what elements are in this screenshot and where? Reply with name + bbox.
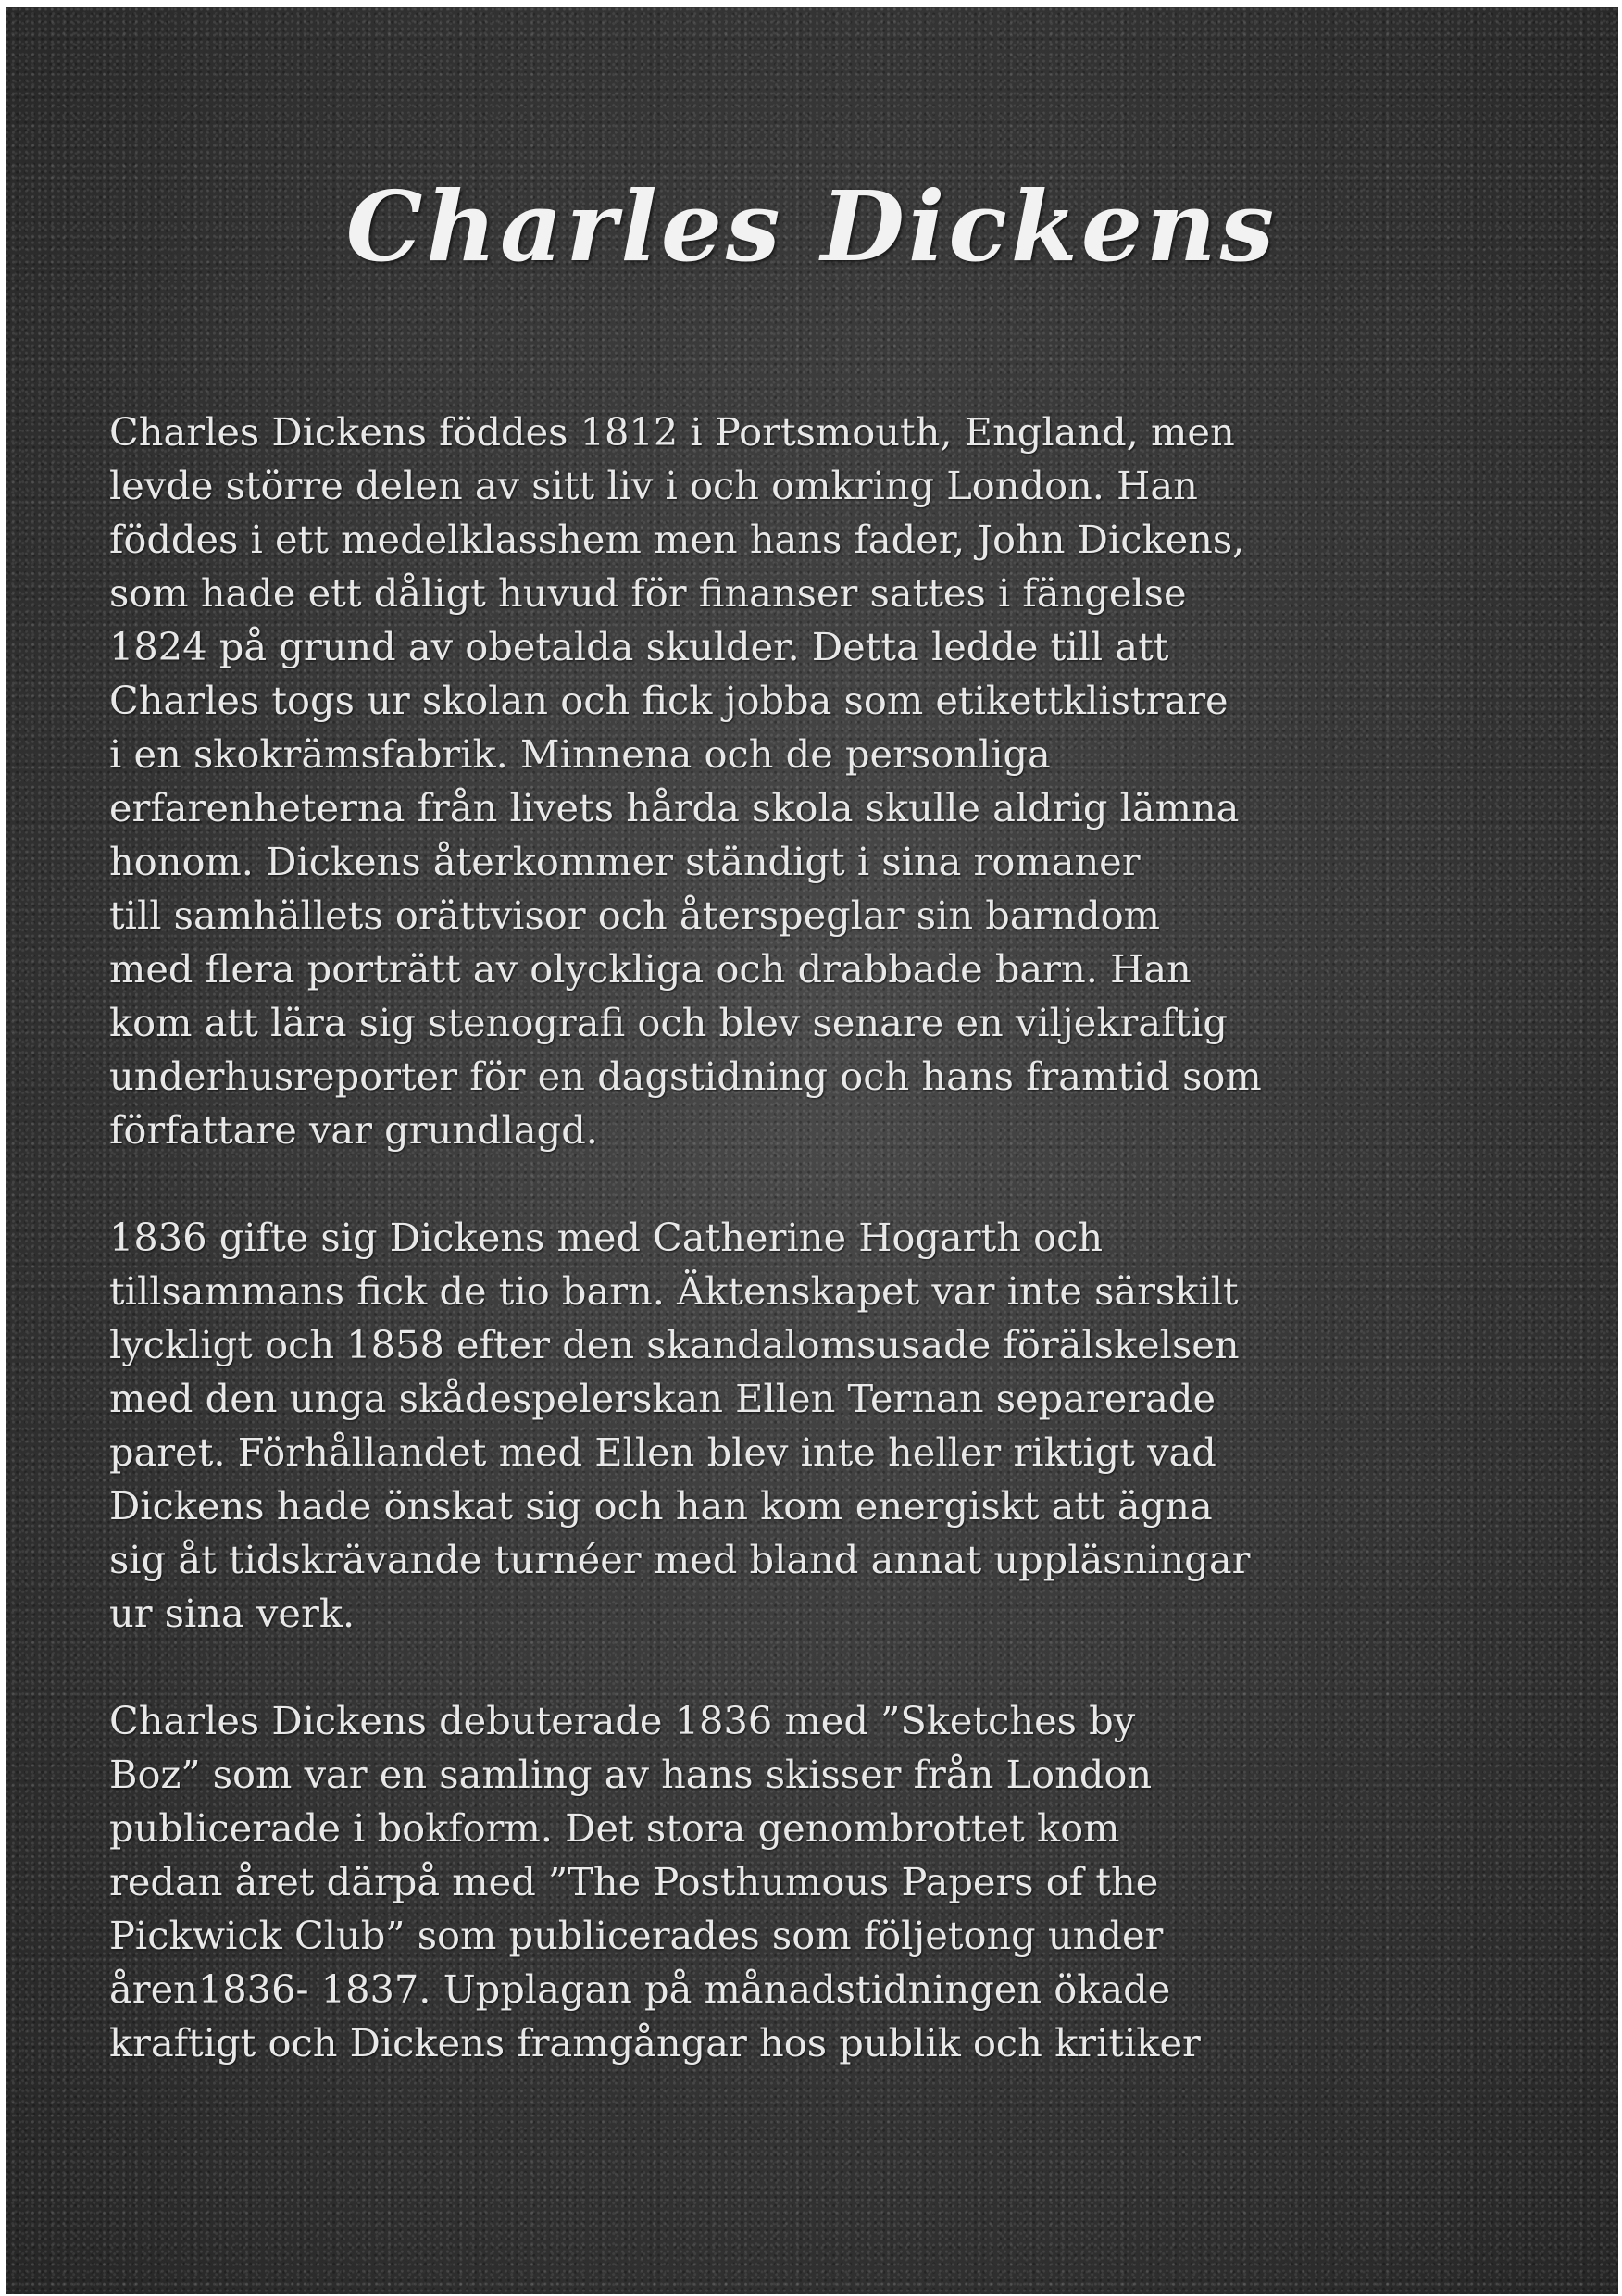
text-line: lyckligt och 1858 efter den skandalomsusade förälskelsen	[109, 1322, 1240, 1367]
page-title: Charles Dickens	[345, 169, 1279, 283]
text-line: levde större delen av sitt liv i och omkring London. Han	[109, 463, 1198, 508]
text-line: till samhällets orättvisor och återspeglar sin barndom	[109, 892, 1161, 938]
paragraph-2	[109, 1211, 1470, 1641]
text-line: Charles Dickens föddes 1812 i Portsmouth, England, men	[109, 409, 1235, 455]
text-line: åren1836- 1837. Upplagan på månadstidningen ökade	[109, 1966, 1171, 2012]
text-line: som hade ett dåligt huvud för finanser sattes i fängelse	[109, 570, 1187, 616]
text-line: sig åt tidskrävande turnéer med bland annat uppläsningar	[109, 1537, 1251, 1582]
text-line: ur sina verk.	[109, 1591, 356, 1636]
text-line: med flera porträtt av olyckliga och drabbade barn. Han	[109, 946, 1192, 992]
text-line: Pickwick Club” som publicerades som följetong under	[109, 1913, 1164, 1958]
body-text	[109, 406, 1470, 2124]
paragraph-3	[109, 1694, 1470, 2070]
text-line: Charles Dickens debuterade 1836 med ”Sketches by	[109, 1698, 1136, 1743]
text-line: kraftigt och Dickens framgångar hos publik och kritiker	[109, 2020, 1201, 2065]
paragraph-1	[109, 406, 1470, 1157]
text-line: paret. Förhållandet med Ellen blev inte heller riktigt vad	[109, 1429, 1216, 1475]
text-line: Dickens hade önskat sig och han kom energiskt att ägna	[109, 1483, 1213, 1529]
text-line: författare var grundlagd.	[109, 1107, 598, 1153]
text-line: i en skokrämsfabrik. Minnena och de personliga	[109, 731, 1051, 777]
text-line: Boz” som var en samling av hans skisser från London	[109, 1752, 1153, 1797]
dark-textured-panel	[6, 7, 1618, 2294]
text-line: erfarenheterna från livets hårda skola skulle aldrig lämna	[109, 785, 1240, 830]
text-line: föddes i ett medelklasshem men hans fader, John Dickens,	[109, 517, 1245, 562]
text-line: 1836 gifte sig Dickens med Catherine Hogarth och	[109, 1215, 1104, 1260]
text-line: honom. Dickens återkommer ständigt i sina romaner	[109, 839, 1141, 884]
text-line: med den unga skådespelerskan Ellen Ternan separerade	[109, 1376, 1216, 1421]
text-line: publicerade i bokform. Det stora genombrottet kom	[109, 1805, 1120, 1851]
text-line: kom att lära sig stenografi och blev senare en viljekraftig	[109, 1000, 1228, 1045]
text-line: Charles togs ur skolan och fick jobba som etikettklistrare	[109, 678, 1229, 723]
text-line: redan året därpå med ”The Posthumous Papers of the	[109, 1859, 1159, 1904]
text-line: tillsammans fick de tio barn. Äktenskapet var inte särskilt	[109, 1268, 1239, 1314]
text-line: underhusreporter för en dagstidning och hans framtid som	[109, 1054, 1262, 1099]
text-line: 1824 på grund av obetalda skulder. Detta ledde till att	[109, 624, 1169, 669]
